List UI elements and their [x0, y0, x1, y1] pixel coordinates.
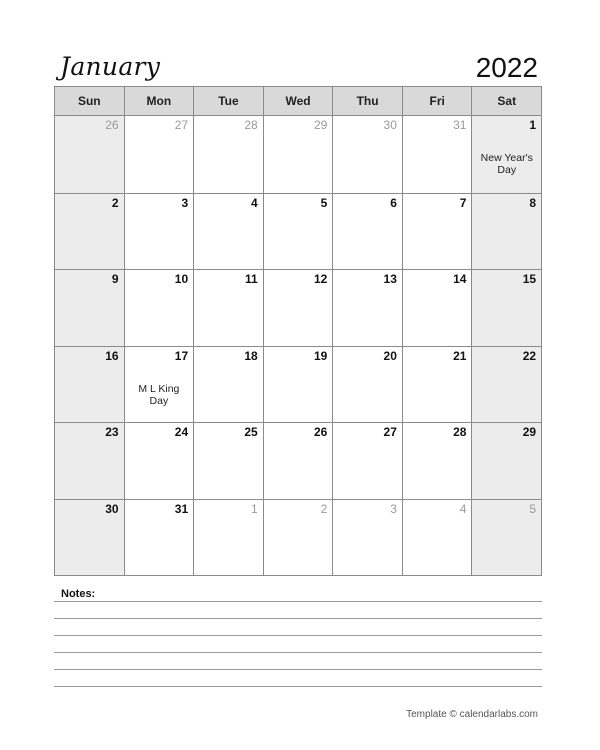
day-number: 25: [244, 425, 258, 439]
day-cell[interactable]: [402, 194, 472, 270]
day-cell[interactable]: [471, 116, 541, 193]
day-number: 2: [111, 195, 119, 210]
day-cell[interactable]: [193, 500, 263, 576]
day-number: 22: [522, 348, 537, 363]
day-number: 20: [383, 348, 397, 363]
week-row: [55, 193, 541, 270]
day-number: 13: [383, 272, 397, 286]
day-number: 2: [320, 501, 328, 516]
day-number: 24: [174, 425, 189, 439]
day-cell[interactable]: [124, 423, 194, 499]
day-number: 19: [313, 348, 328, 363]
weekday-header: [55, 87, 541, 116]
day-number: 5: [529, 501, 537, 516]
day-number: 8: [529, 195, 537, 210]
day-cell[interactable]: [124, 194, 194, 270]
day-cell[interactable]: [402, 116, 472, 193]
year-title: 2022: [475, 52, 538, 83]
notes-label: Notes:: [61, 588, 96, 600]
day-cell[interactable]: [55, 423, 124, 499]
week-row: [55, 499, 541, 576]
day-number: 1: [529, 118, 537, 132]
holiday-label: New Year's Day: [480, 152, 533, 176]
day-cell[interactable]: [55, 116, 124, 193]
day-number: 28: [244, 118, 258, 132]
week-row: [55, 346, 541, 423]
day-cell[interactable]: [332, 194, 402, 270]
calendar-grid: [54, 86, 542, 576]
calendar-weeks: [55, 116, 541, 575]
day-number: 1: [251, 501, 258, 516]
day-cell[interactable]: [332, 116, 402, 193]
day-cell[interactable]: [471, 347, 541, 423]
day-number: 4: [459, 501, 467, 516]
weekday-wed: Wed: [263, 87, 333, 115]
notes-line: [54, 652, 542, 653]
day-cell[interactable]: [402, 270, 472, 346]
day-number: 5: [320, 195, 328, 210]
day-number: 26: [105, 118, 119, 132]
notes-line: [54, 669, 542, 670]
weekday-fri: Fri: [402, 87, 472, 115]
day-cell[interactable]: [263, 500, 333, 576]
day-cell[interactable]: [332, 270, 402, 346]
day-cell[interactable]: [402, 500, 472, 576]
day-number: 3: [390, 501, 397, 516]
day-cell[interactable]: [124, 270, 194, 346]
day-number: 9: [111, 272, 119, 286]
day-cell[interactable]: [471, 194, 541, 270]
day-number: 15: [522, 272, 537, 286]
week-row: [55, 269, 541, 346]
day-cell[interactable]: [193, 270, 263, 346]
weekday-thu: Thu: [332, 87, 402, 115]
month-title: January: [60, 52, 161, 81]
day-number: 6: [390, 195, 397, 210]
day-cell[interactable]: [332, 347, 402, 423]
day-cell[interactable]: [402, 347, 472, 423]
notes-line: [54, 618, 542, 619]
notes-line: [54, 686, 542, 687]
day-number: 4: [251, 195, 258, 210]
day-cell[interactable]: [55, 270, 124, 346]
day-number: 26: [313, 425, 328, 439]
day-cell[interactable]: [263, 270, 333, 346]
day-number: 29: [522, 425, 537, 439]
day-cell[interactable]: [55, 500, 124, 576]
day-number: 28: [453, 425, 467, 439]
holiday-label: M L King Day: [138, 382, 180, 407]
weekday-tue: Tue: [193, 87, 263, 115]
day-number: 10: [174, 272, 189, 286]
day-number: 18: [244, 348, 258, 363]
day-cell[interactable]: [471, 270, 541, 346]
day-cell[interactable]: [124, 500, 194, 576]
week-row: [55, 116, 541, 193]
day-cell[interactable]: [193, 347, 263, 423]
day-number: 16: [105, 348, 119, 363]
footer-credit: Template © calendarlabs.com: [406, 709, 538, 720]
weekday-sat: Sat: [471, 87, 541, 115]
day-number: 7: [459, 195, 467, 210]
day-number: 30: [105, 501, 119, 516]
day-number: 27: [174, 118, 189, 132]
day-cell[interactable]: [193, 116, 263, 193]
day-number: 14: [453, 272, 467, 286]
day-cell[interactable]: [263, 116, 333, 193]
day-cell[interactable]: [193, 194, 263, 270]
day-number: 30: [383, 118, 397, 132]
day-cell[interactable]: [471, 423, 541, 499]
notes-line: [54, 635, 542, 636]
day-number: 23: [105, 425, 119, 439]
week-row: [55, 422, 541, 499]
day-number: 27: [383, 425, 397, 439]
day-number: 11: [245, 272, 258, 286]
day-number: 31: [453, 118, 467, 132]
day-cell[interactable]: [402, 423, 472, 499]
weekday-sun: Sun: [77, 94, 101, 108]
day-cell[interactable]: [55, 347, 124, 423]
day-cell[interactable]: [124, 116, 194, 193]
day-cell[interactable]: [193, 423, 263, 499]
day-cell[interactable]: [263, 423, 333, 499]
day-cell[interactable]: [471, 500, 541, 576]
day-number: 29: [313, 118, 328, 132]
weekday-mon: Mon: [124, 87, 194, 115]
day-cell[interactable]: [263, 194, 333, 270]
day-cell[interactable]: [55, 194, 124, 270]
day-number: 12: [313, 272, 328, 286]
day-cell[interactable]: [124, 347, 194, 423]
day-number: 21: [453, 348, 467, 363]
day-cell[interactable]: [332, 423, 402, 499]
day-cell[interactable]: [263, 347, 333, 423]
day-number: 31: [174, 501, 189, 516]
day-number: 17: [174, 348, 189, 363]
notes-line: [54, 601, 542, 602]
day-cell[interactable]: [332, 500, 402, 576]
day-number: 3: [181, 195, 189, 210]
